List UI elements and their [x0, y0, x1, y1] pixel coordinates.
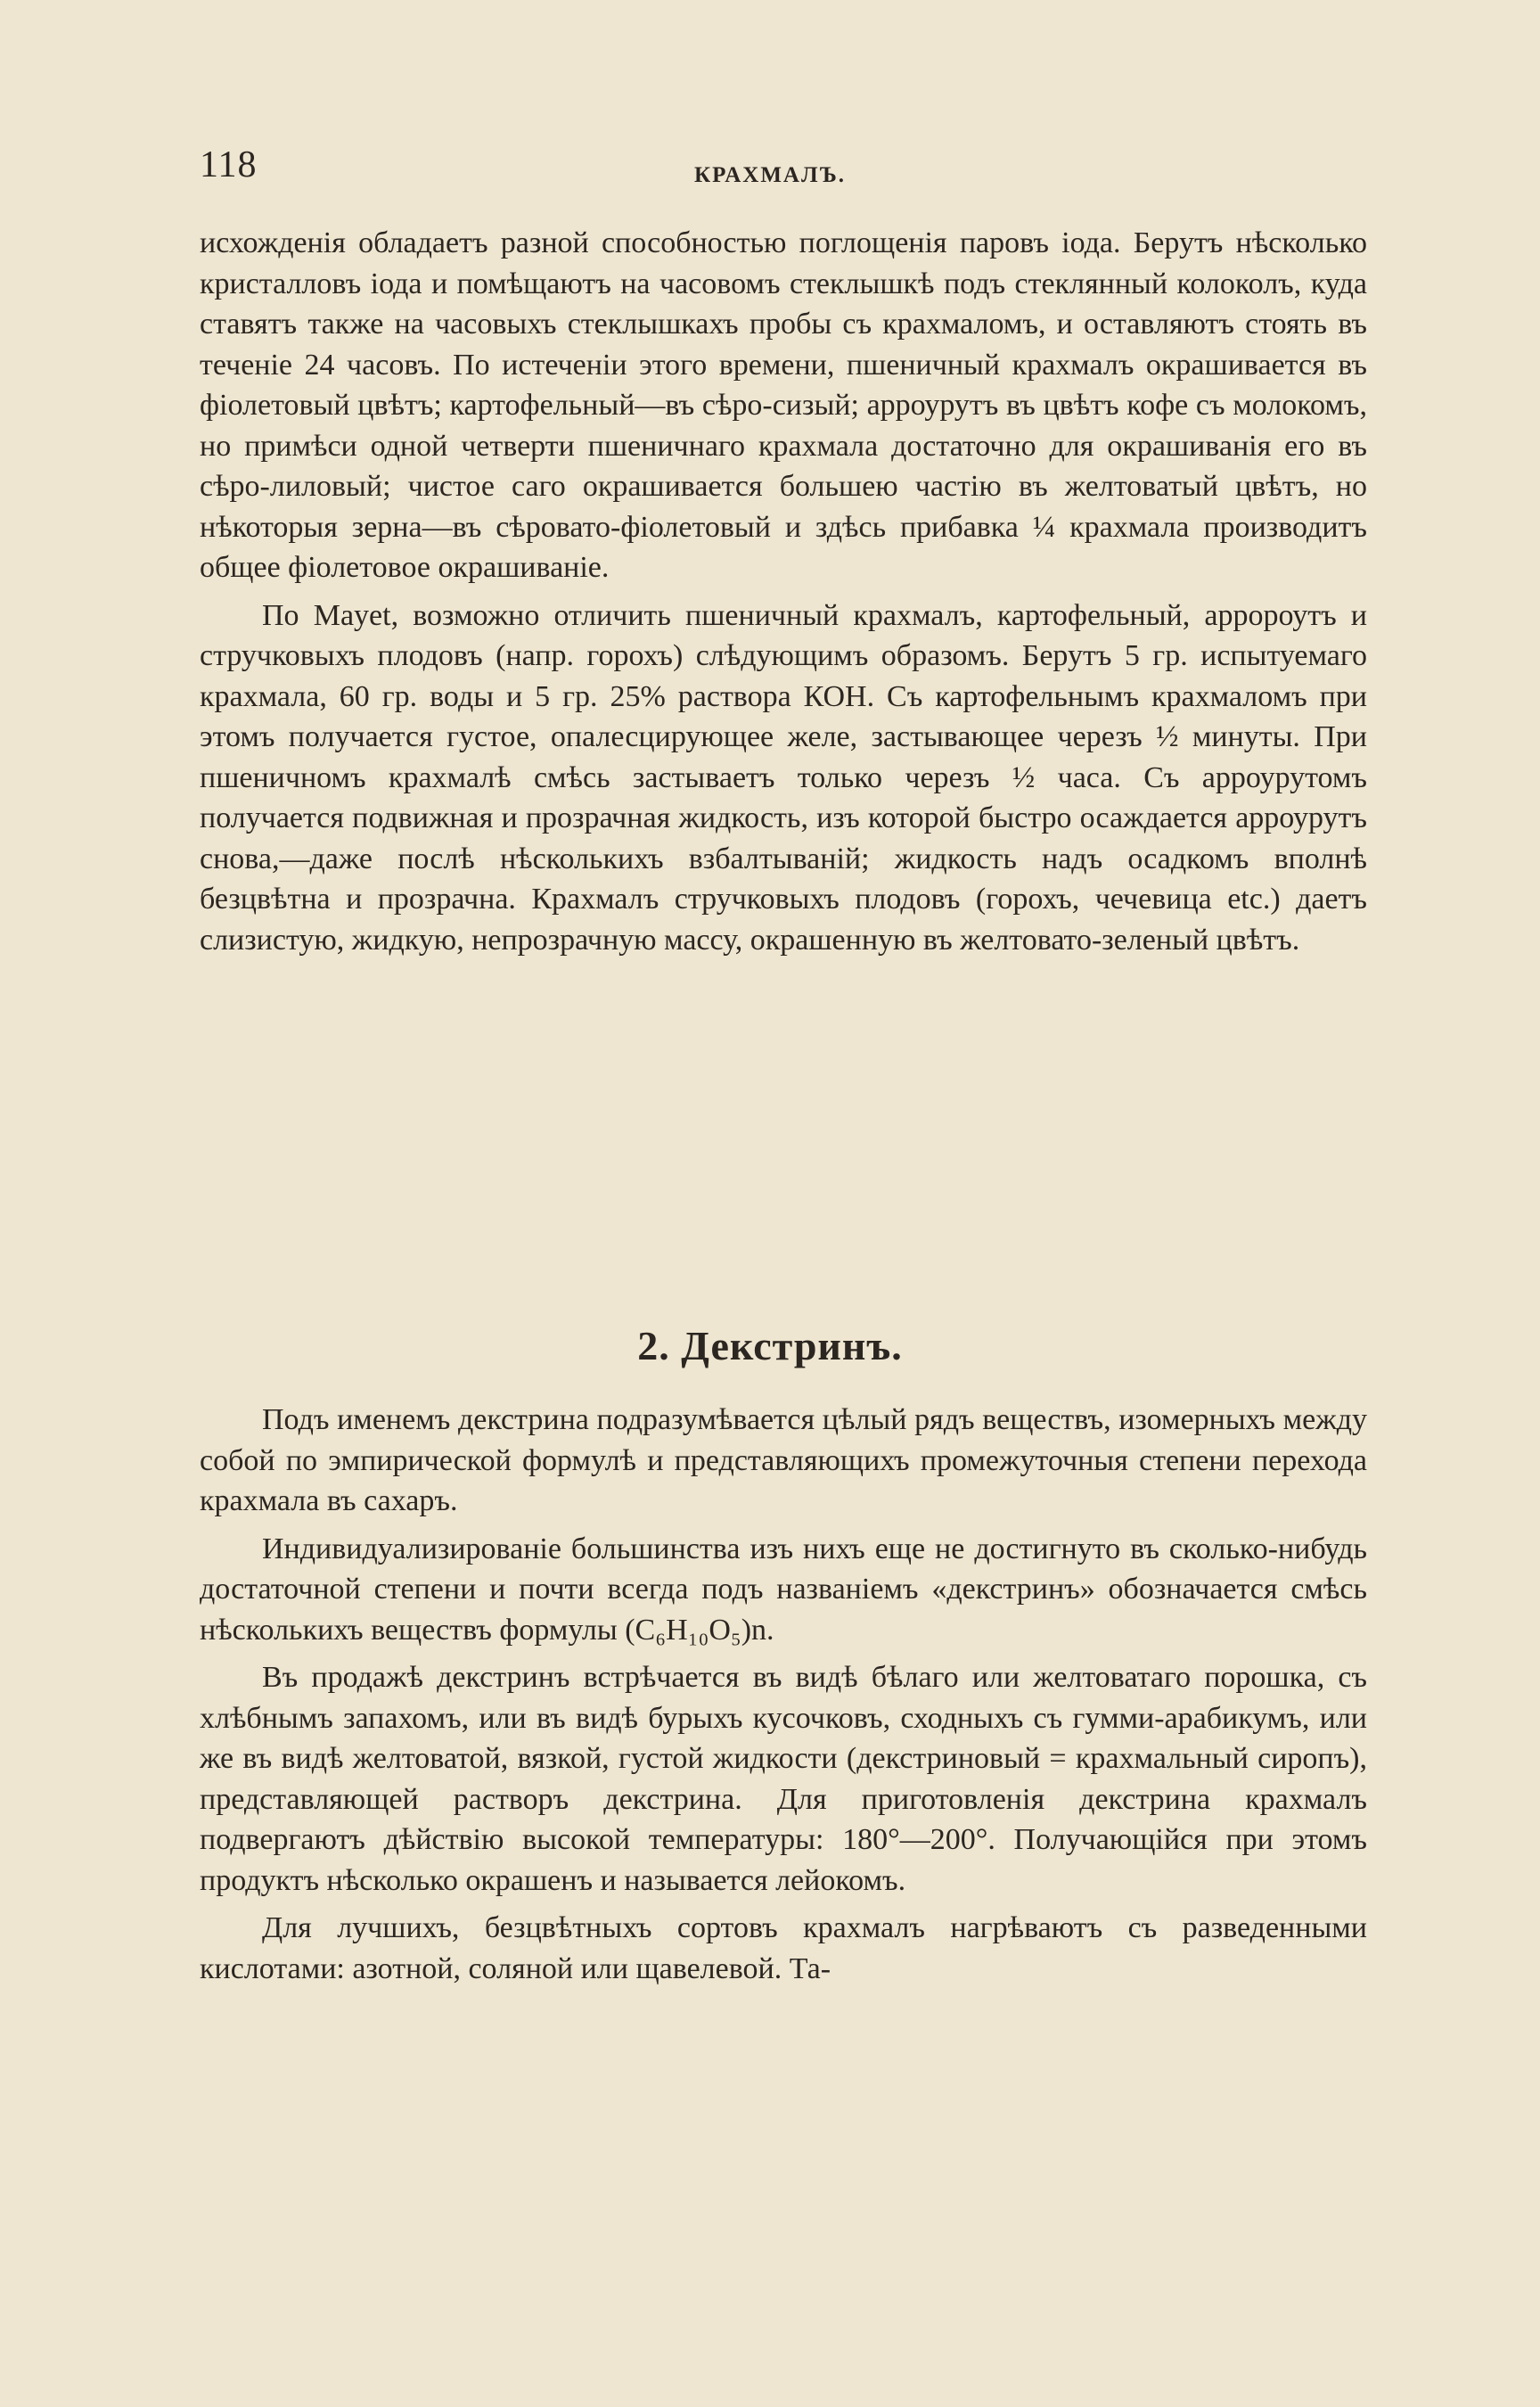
paragraph-commercial: Въ продажѣ декстринъ встрѣчается въ видѣ бѣлаго или желтоватаго порошка, съ хлѣбнымъ запахомъ, или въ видѣ бурыхъ кусочковъ, сходныхъ съ гумми-арабикумъ, или же въ видѣ желтоватой, вязкой, густой жидкости (декстриновый = крахмальный сиропъ), представляющей растворъ декстрина. Для приготовленія декстрина крахмалъ подвергаютъ дѣйствію высокой температуры: 180°—200°. Получающійся при этомъ продуктъ нѣсколько окрашенъ и называется лейокомъ.: [200, 1661, 1367, 1897]
paragraph-definition: Подъ именемъ декстрина подразумѣвается цѣлый рядъ веществъ, изомерныхъ между собой по эмпирической формулѣ и представляющихъ промежуточныя степени перехода крахмала въ сахаръ.: [200, 1403, 1367, 1517]
paragraph-continued: исхожденія обладаетъ разной способностью поглощенія паровъ іода. Берутъ нѣсколько кристалловъ іода и помѣщаютъ на часовомъ стеклышкѣ подъ стеклянный колоколъ, куда ставятъ также на часовыхъ стеклышкахъ пробы съ крахмаломъ, и оставляютъ стоять въ теченіе 24 часовъ. По истеченіи этого времени, пшеничный крахмалъ окрашивается въ фіолетовый цвѣтъ; картофельный—въ сѣро-сизый; арроурутъ въ цвѣтъ кофе съ молокомъ, но примѣси одной четверти пшеничнаго крахмала достаточно для окрашиванія его въ сѣро-лиловый; чистое саго окрашивается большею частію въ желтоватый цвѣтъ, но нѣкоторыя зерна—въ сѣровато-фіолетовый и здѣсь прибавка ¼ крахмала производитъ общее фіолетовое окрашиваніе.: [200, 226, 1367, 584]
paragraph-acids: Для лучшихъ, безцвѣтныхъ сортовъ крахмалъ нагрѣваютъ съ разведенными кислотами: азотной, соляной или щавелевой. Та-: [200, 1911, 1367, 1985]
page-number: 118: [200, 144, 258, 185]
running-title: КРАХМАЛЪ.: [694, 163, 846, 187]
paragraph-individualization: Индивидуализированіе большинства изъ нихъ еще не достигнуто въ сколько-нибудь достаточной степени и почти всегда подъ названіемъ «декстринъ» обозначается смѣсь нѣсколькихъ веществъ формулы (C₆H₁₀O₅)n.: [200, 1532, 1367, 1647]
paragraph-mayet: По Mayet, возможно отличить пшеничный крахмалъ, картофельный, арророутъ и стручковыхъ плодовъ (напр. горохъ) слѣдующимъ образомъ. Берутъ 5 гр. испытуемаго крахмала, 60 гр. воды и 5 гр. 25% раствора КОН. Съ картофельнымъ крахмаломъ при этомъ получается густое, опалесцирующее желе, застывающее черезъ ½ минуты. При пшеничномъ крахмалѣ смѣсь застываетъ только черезъ ½ часа. Съ арроурутомъ получается подвижная и прозрачная жидкость, изъ которой быстро осаждается арроурутъ снова,—даже послѣ нѣсколькихъ взбалтываній; жидкость надъ осадкомъ вполнѣ безцвѣтна и прозрачна. Крахмалъ стручковыхъ плодовъ (горохъ, чечевица etc.) даетъ слизистую, жидкую, непрозрачную массу, окрашенную въ желтовато-зеленый цвѣтъ.: [200, 598, 1367, 957]
section-heading: 2. Декстринъ.: [637, 1323, 903, 1368]
text-block-dextrin: [200, 1400, 1367, 1989]
text-block-top: [200, 223, 1367, 960]
